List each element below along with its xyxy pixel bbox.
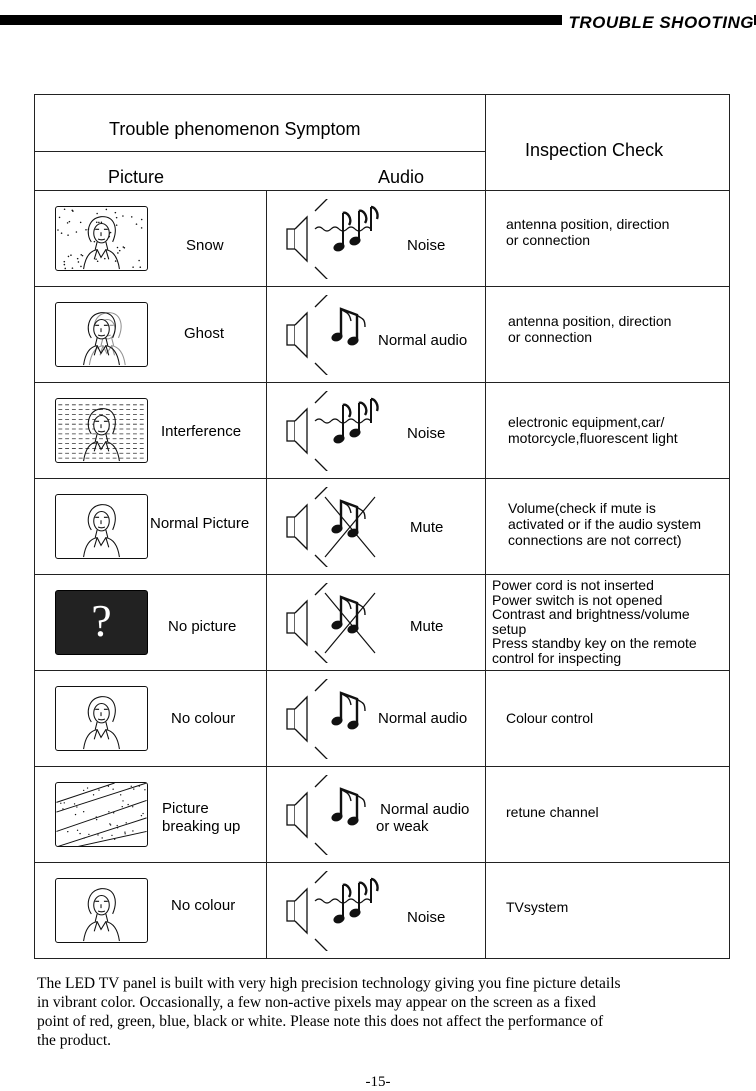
trouble-shooting-table [34, 94, 730, 959]
picture-label: No colour [171, 710, 236, 727]
inspection-text [492, 500, 729, 548]
table-row [35, 671, 730, 767]
page-number: -15- [365, 1074, 391, 1090]
inspection-line: electronic equipment,car/ [508, 413, 665, 430]
inspection-text [492, 414, 729, 446]
inspection-cell [486, 671, 730, 767]
tv-normal-thumbnail [55, 494, 148, 559]
header-picture: Picture [108, 167, 165, 187]
picture-label: Ghost [184, 325, 225, 342]
audio-cell [267, 191, 486, 287]
footer-note-line: in vibrant color. Occasionally, a few non-active pixels may appear on the screen as a fixed [37, 994, 596, 1011]
tv-interference-thumbnail [55, 398, 148, 463]
picture-label-line: Picture [162, 800, 209, 817]
inspection-line: control for inspecting [492, 649, 622, 666]
inspection-line: connections are not correct) [508, 531, 682, 548]
header-bar [0, 13, 756, 32]
picture-cell [35, 479, 267, 575]
inspection-line: retune channel [506, 803, 599, 820]
inspection-line: or connection [508, 328, 593, 345]
inspection-cell [486, 767, 730, 863]
picture-cell [35, 191, 267, 287]
audio-cell [267, 287, 486, 383]
speaker-noise-icon [285, 199, 385, 279]
audio-label: Noise [407, 909, 446, 926]
picture-cell [35, 287, 267, 383]
speaker-mute-icon [285, 583, 385, 663]
speaker-normal-icon [285, 295, 385, 375]
header-inspection-cell [486, 95, 730, 191]
tv-snow-thumbnail [55, 206, 148, 271]
audio-label: Noise [407, 425, 446, 442]
picture-cell [35, 575, 267, 671]
tv-no-colour-thumbnail [55, 878, 148, 943]
tv-breaking-up-thumbnail [55, 782, 148, 847]
picture-label-line: breaking up [162, 818, 241, 835]
inspection-cell [486, 479, 730, 575]
audio-cell [267, 383, 486, 479]
inspection-text [492, 578, 729, 665]
audio-label: Mute [410, 618, 444, 635]
picture-label: Snow [186, 237, 224, 254]
table-row [35, 575, 730, 671]
table-row [35, 479, 730, 575]
picture-cell [35, 383, 267, 479]
speaker-noise-icon [285, 391, 385, 471]
inspection-line: or connection [506, 231, 591, 248]
audio-label-line: Normal audio [376, 801, 470, 818]
inspection-text [506, 710, 729, 726]
inspection-line: antenna position, direction [508, 312, 672, 329]
inspection-cell [486, 575, 730, 671]
inspection-line: motorcycle,fluorescent light [508, 429, 678, 446]
table-row [35, 863, 730, 959]
audio-label: Noise [407, 237, 446, 254]
inspection-line: antenna position, direction [506, 215, 670, 232]
table-row [35, 191, 730, 287]
inspection-line: Power cord is not inserted [492, 577, 654, 593]
header-audio: Audio [378, 167, 425, 187]
inspection-line: Contrast and brightness/volume [492, 606, 690, 622]
picture-label: Normal Picture [150, 515, 250, 532]
inspection-cell [486, 191, 730, 287]
audio-cell [267, 767, 486, 863]
audio-cell [267, 575, 486, 671]
table-row [35, 383, 730, 479]
inspection-line: Power switch is not opened [492, 591, 663, 608]
inspection-text [506, 804, 729, 820]
picture-cell [35, 671, 267, 767]
picture-label: Interference [161, 423, 242, 440]
picture-label [162, 800, 240, 836]
inspection-line: Press standby key on the remote [492, 635, 697, 651]
footer-note-line: the product. [37, 1032, 112, 1049]
audio-label-line: or weak [376, 818, 429, 835]
inspection-text [506, 216, 729, 248]
inspection-cell [486, 287, 730, 383]
inspection-line: setup [492, 620, 527, 637]
tv-no-colour-thumbnail [55, 686, 148, 751]
inspection-cell [486, 863, 730, 959]
question-mark-icon: ? [91, 595, 112, 646]
tv-ghost-thumbnail [55, 302, 148, 367]
inspection-line: Volume(check if mute is [508, 499, 656, 516]
footer-note [37, 974, 727, 1050]
footer-note-line: The LED TV panel is built with very high precision technology giving you fine picture details [37, 975, 621, 992]
inspection-line: TVsystem [506, 898, 569, 915]
audio-cell [267, 479, 486, 575]
picture-cell [35, 767, 267, 863]
inspection-line: Colour control [506, 709, 594, 726]
table-row [35, 287, 730, 383]
speaker-noise-icon [285, 871, 385, 951]
picture-label: No colour [171, 897, 236, 914]
speaker-mute-icon [285, 487, 385, 567]
table-row [35, 767, 730, 863]
picture-cell [35, 863, 267, 959]
speaker-normal-icon [285, 679, 385, 759]
header-sub-cell [35, 152, 486, 191]
page-title: TROUBLE SHOOTING [562, 13, 754, 33]
inspection-text [506, 899, 729, 915]
inspection-cell [486, 383, 730, 479]
header-symptom: Trouble phenomenon Symptom [109, 119, 361, 139]
audio-label [376, 801, 469, 835]
audio-label: Normal audio [378, 710, 468, 727]
header-inspection: Inspection Check [525, 140, 664, 160]
header-symptom-cell [35, 95, 486, 152]
inspection-line: activated or if the audio system [508, 515, 701, 532]
speaker-normal-icon [285, 775, 385, 855]
inspection-text [492, 313, 729, 345]
audio-cell [267, 863, 486, 959]
audio-label: Normal audio [378, 332, 468, 349]
picture-label: No picture [168, 618, 237, 635]
tv-no-picture-thumbnail [55, 590, 148, 655]
audio-label: Mute [410, 519, 444, 536]
audio-cell [267, 671, 486, 767]
footer-note-line: point of red, green, blue, black or white. Please note this does not affect the performance of [37, 1013, 604, 1030]
